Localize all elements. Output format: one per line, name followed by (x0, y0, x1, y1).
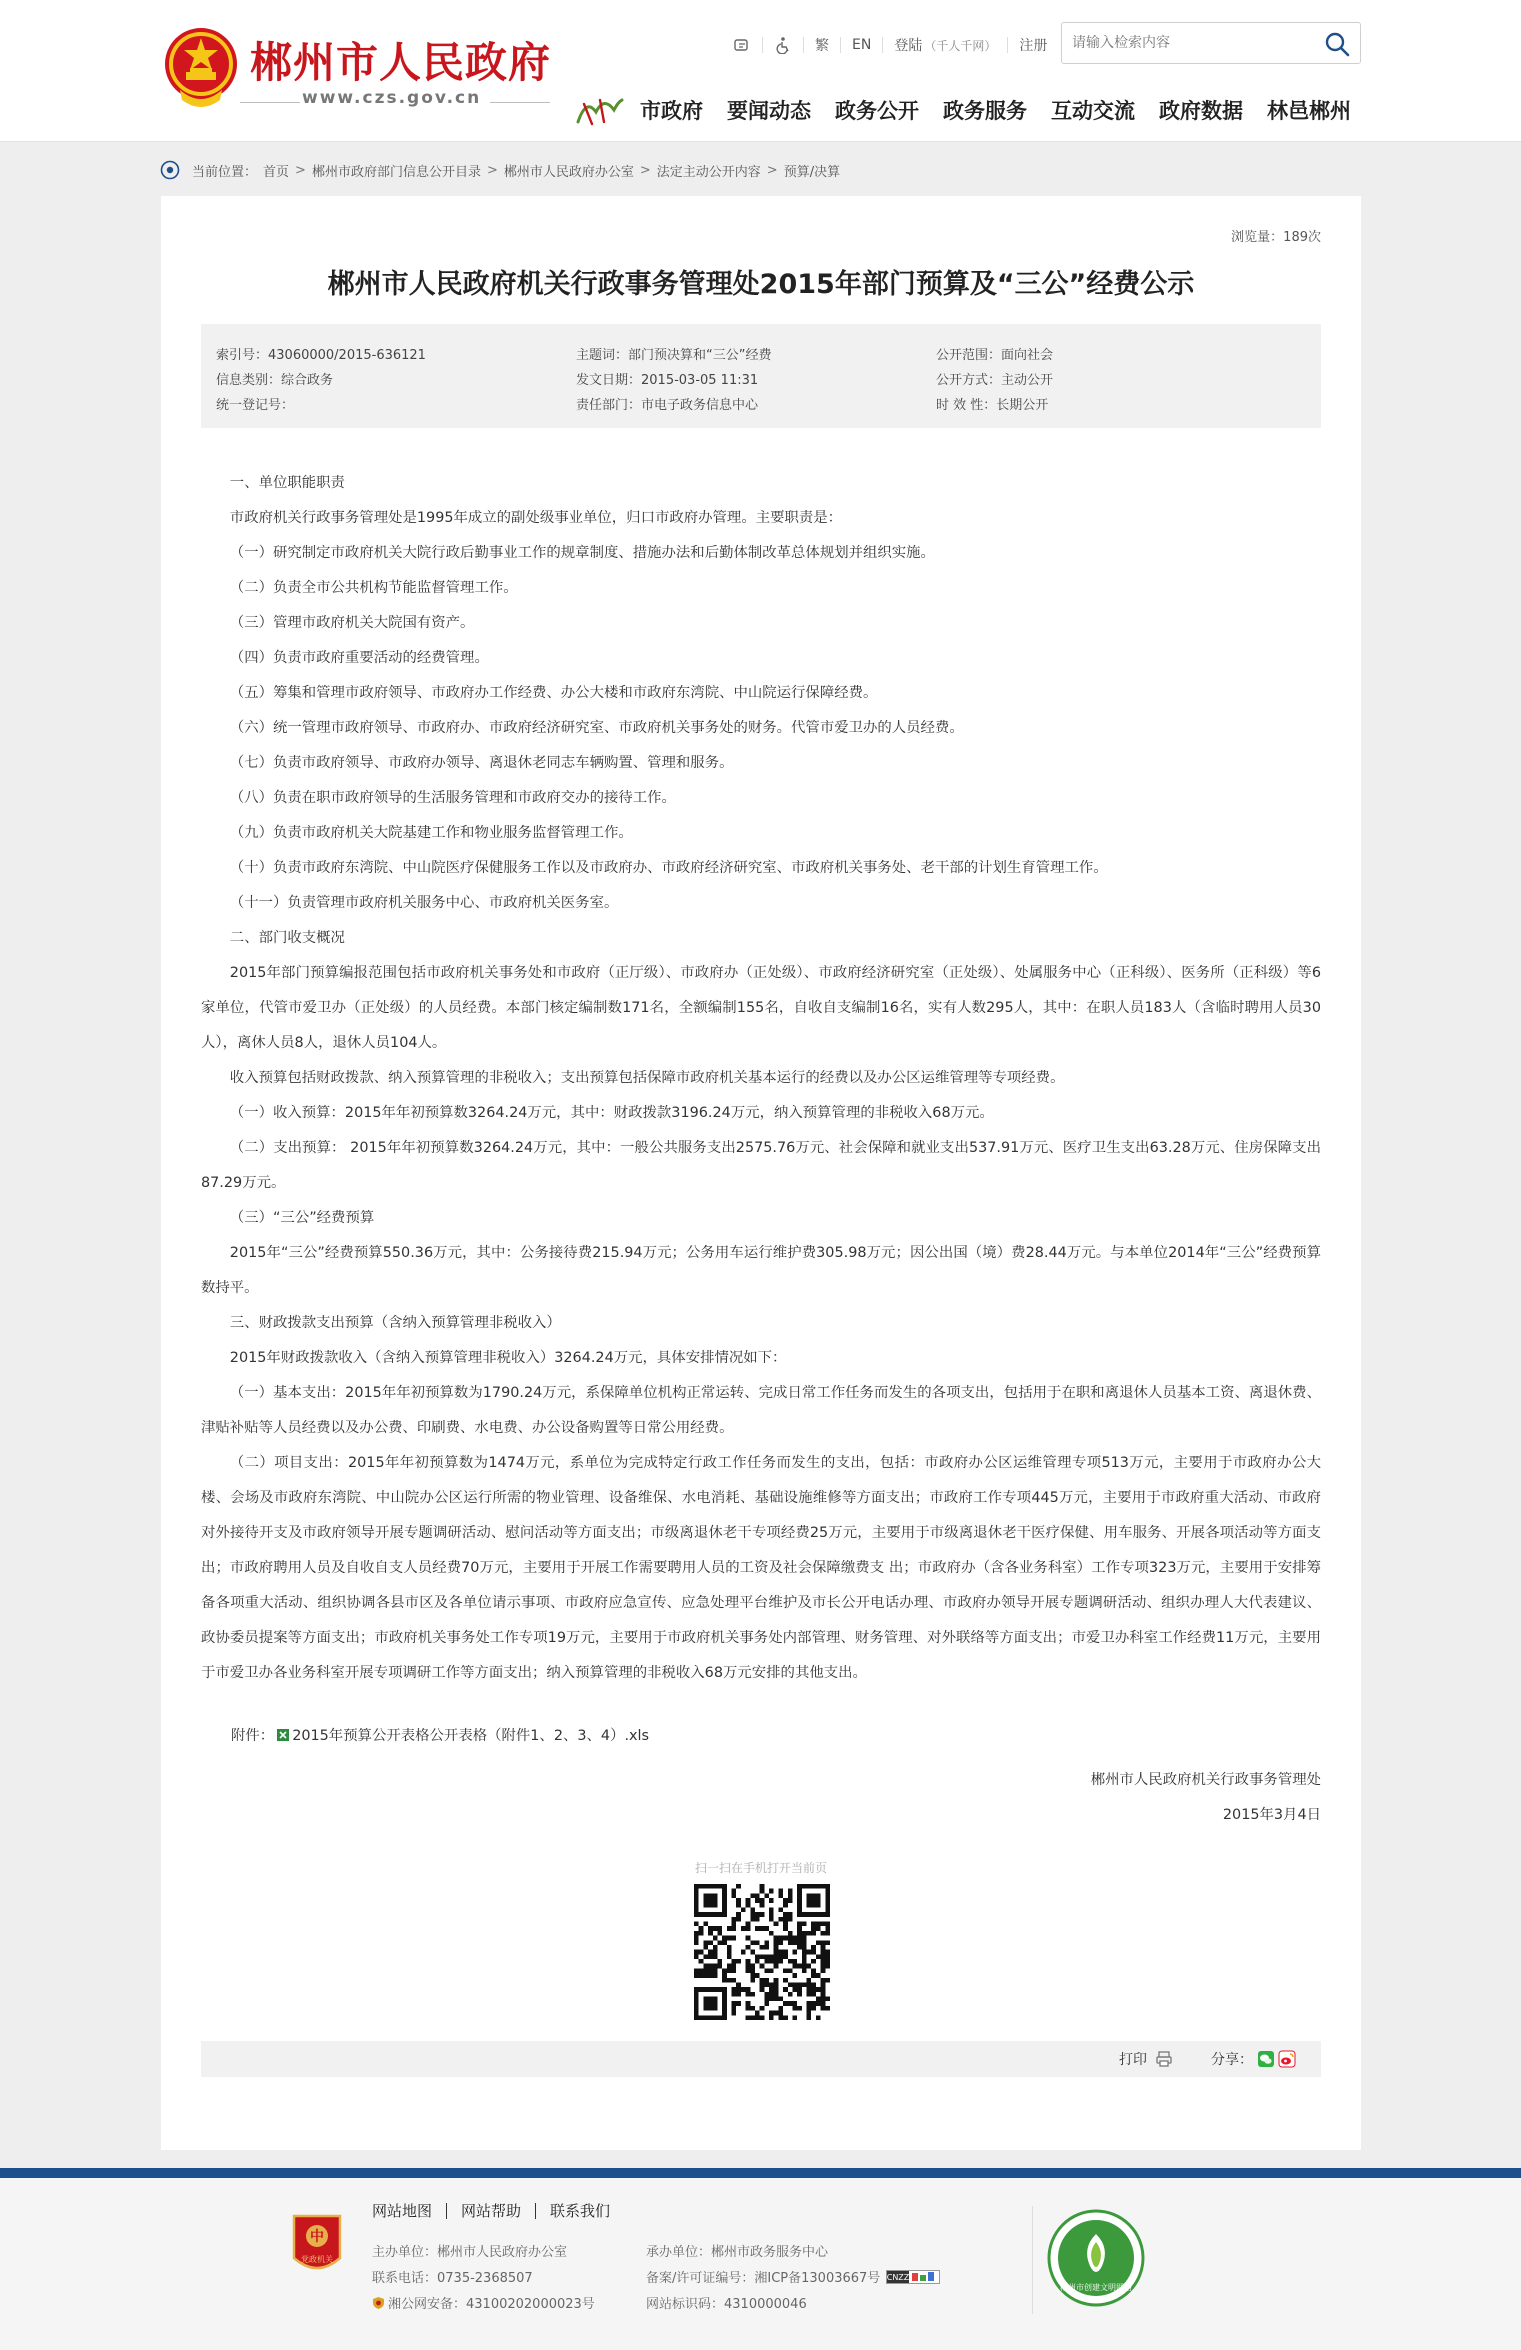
site-url: www.czs.gov.cn (302, 88, 482, 108)
article-actions (201, 2041, 1321, 2077)
footer-phone: 联系电话：0735-2368507 (372, 2271, 533, 2286)
location-pin-icon (160, 160, 180, 180)
breadcrumb-statutory-disclosure[interactable]: 法定主动公开内容 (656, 164, 761, 180)
search-box (1061, 22, 1361, 64)
view-count: 浏览量：189次 (1231, 230, 1321, 245)
article-paragraph: 2015年财政拨款收入（含纳入预算管理非税收入）3264.24万元，具体安排情况如下： (229, 1350, 787, 1366)
svg-text:中: 中 (310, 2229, 324, 2245)
meta-validity: 时 效 性：长期公开 (936, 398, 1049, 413)
attachment (231, 1724, 649, 1745)
nav-item-city-government[interactable]: 市政府 (640, 99, 703, 123)
meta-subject: 主题词：部门预决算和“三公”经费 (576, 348, 772, 363)
attachment-label: 附件： (231, 1728, 275, 1744)
article-paragraph: （八）负责在职市政府领导的生活服务管理和市政府交办的接待工作。 (229, 790, 676, 806)
meta-unified-no: 统一登记号： (216, 398, 295, 413)
footer-icp[interactable] (646, 2267, 940, 2286)
article-paragraph: （一）收入预算：2015年年初预算数3264.24万元，其中：财政拨款3196.24万元，纳入预算管理的非税收入68万元。 (229, 1105, 994, 1121)
footer-divider (1032, 2206, 1033, 2314)
footer-site-id: 网站标识码：4310000046 (646, 2297, 807, 2312)
article-paragraph: 市政府机关行政事务管理处是1995年成立的副处级事业单位，归口市政府办管理。主要职责是： (229, 510, 843, 526)
nav-item-government-affairs-disclosure[interactable]: 政务公开 (835, 99, 919, 123)
print-label: 打印 (1119, 2052, 1147, 2068)
login-button[interactable] (883, 37, 1008, 53)
breadcrumb-budget[interactable]: 预算/决算 (783, 164, 841, 180)
article-paragraph: （九）负责市政府机关大院基建工作和物业服务监督管理工作。 (229, 825, 633, 841)
national-emblem-icon (160, 24, 242, 112)
footer-icp-text: 备案/许可证编号：湘ICP备13003667号 (646, 2271, 881, 2286)
article-paragraph: 收入预算包括财政拨款、纳入预算管理的非税收入；支出预算包括保障市政府机关基本运行的经费以及办公区运维管理等专项经费。 (229, 1070, 1065, 1086)
meta-scope: 公开范围：面向社会 (936, 348, 1054, 363)
share-label: 分享： (1211, 2052, 1253, 2068)
breadcrumb-separator: > (639, 162, 651, 178)
footer-police-record[interactable] (372, 2293, 595, 2312)
article-paragraph: （十一）负责管理市政府机关服务中心、市政府机关医务室。 (229, 895, 619, 911)
accessibility-button[interactable] (763, 37, 804, 53)
url-rule-left (240, 102, 300, 103)
breadcrumb-separator: > (295, 162, 306, 178)
article-paragraph: （二）支出预算： 2015年年初预算数3264.24万元，其中：一般公共服务支出2575.76万元、社会保障和就业支出537.91万元、医疗卫生支出63.28万元、住房保障支出87.29万元。 (201, 1140, 1321, 1191)
breadcrumb (160, 158, 840, 182)
excel-file-icon (276, 1728, 290, 1742)
article-paragraph: （三）“三公”经费预算 (229, 1210, 375, 1226)
printer-icon (1155, 2050, 1173, 2068)
article-paragraph: （五）筹集和管理市政府领导、市政府办工作经费、办公大楼和市政府东湾院、中山院运行保障经费。 (229, 685, 878, 701)
cnzz-stats-icon[interactable] (886, 2270, 940, 2284)
nav-calligraphy-logo (574, 92, 624, 128)
site-header (0, 0, 1521, 142)
footer-link-sitemap[interactable]: 网站地图 (372, 2203, 447, 2219)
article-title: 郴州市人民政府机关行政事务管理处2015年部门预算及“三公”经费公示 (327, 269, 1195, 300)
article-paragraph: 三、财政拨款支出预算（含纳入预算管理非税收入） (229, 1315, 561, 1331)
nav-item-government-data[interactable]: 政府数据 (1159, 99, 1243, 123)
article-meta (201, 324, 1321, 428)
badge-text: 党政机关 (301, 2255, 333, 2264)
article-card (161, 196, 1361, 2150)
share-group (1211, 2041, 1296, 2077)
nav-item-linyi-chenzhou[interactable]: 林邑郴州 (1267, 99, 1351, 123)
article-paragraph: （四）负责市政府重要活动的经费管理。 (229, 650, 489, 666)
weibo-share-icon[interactable] (1278, 2050, 1296, 2068)
meta-responsible: 责任部门：市电子政务信息中心 (576, 398, 759, 413)
top-toolbar (722, 30, 1058, 60)
main-nav (640, 95, 1351, 127)
english-button[interactable]: EN (841, 37, 883, 53)
article-paragraph: 2015年“三公”经费预算550.36万元，其中：公务接待费215.94万元；公务用车运行维护费305.98万元；因公出国（境）费28.44万元。与本单位2014年“三公”经费预算数持平。 (201, 1245, 1321, 1296)
article-paragraph: （一）基本支出：2015年年初预算数为1790.24万元，系保障单位机构正常运转、完成日常工作任务而发生的各项支出，包括用于在职和离退休人员基本工资、离退休费、津贴补贴等人员经费以及办公费、印刷费、水电费、办公设备购置等日常公用经费。 (201, 1385, 1321, 1436)
article-paragraph: 2015年部门预算编报范围包括市政府机关事务处和市政府（正厅级）、市政府办（正处级）、市政府经济研究室（正处级）、处属服务中心（正科级）、医务所（正科级）等6家单位，代管市爱卫办（正处级）的人员经费。本部门核定编制数171名，全额编制155名，自收自支编制16名，实有人数295人，其中：在职人员183人（含临时聘用人员30人），离休人员8人，退休人员104人。 (201, 965, 1321, 1051)
seal-text: 郴州市创建文明网站 (1060, 2283, 1132, 2292)
article-paragraph: （七）负责市政府领导、市政府办领导、离退休老同志车辆购置、管理和服务。 (229, 755, 734, 771)
police-badge-icon (372, 2296, 385, 2310)
breadcrumb-office[interactable]: 郴州市人民政府办公室 (503, 164, 634, 180)
site-name[interactable]: 郴州市人民政府 (250, 38, 552, 87)
attachment-link[interactable]: 2015年预算公开表格公开表格（附件1、2、3、4）.xls (292, 1728, 650, 1744)
meta-method: 公开方式：主动公开 (936, 373, 1054, 388)
voice-read-button[interactable] (722, 37, 763, 53)
breadcrumb-home[interactable]: 首页 (263, 164, 290, 180)
traditional-chinese-button[interactable]: 繁 (804, 37, 841, 53)
search-icon[interactable] (1324, 31, 1350, 57)
footer-link-help[interactable]: 网站帮助 (447, 2203, 536, 2219)
footer-organizer: 承办单位：郴州市政务服务中心 (646, 2245, 829, 2260)
signature-date: 2015年3月4日 (1222, 1807, 1321, 1823)
svg-text:CNZZ: CNZZ (887, 2272, 910, 2282)
article-paragraph: （三）管理市政府机关大院国有资产。 (229, 615, 475, 631)
breadcrumb-catalog[interactable]: 郴州市政府部门信息公开目录 (311, 164, 481, 180)
login-hint: （千人千网） (924, 38, 997, 53)
footer-link-contact[interactable]: 联系我们 (550, 2202, 611, 2220)
footer-host: 主办单位：郴州市人民政府办公室 (372, 2245, 568, 2260)
footer-top-bar (0, 2168, 1521, 2178)
login-label: 登陆 (894, 38, 923, 54)
civilized-website-seal-icon[interactable] (1046, 2208, 1146, 2308)
signature-org: 郴州市人民政府机关行政事务管理处 (1090, 1772, 1321, 1788)
breadcrumb-separator: > (486, 162, 498, 178)
footer-police-text: 湘公网安备：43100202000023号 (388, 2297, 595, 2312)
nav-item-interaction[interactable]: 互动交流 (1051, 99, 1135, 123)
meta-publish-date: 发文日期：2015-03-05 11:31 (576, 373, 759, 388)
speaker-icon (733, 36, 751, 54)
footer-links (372, 2203, 624, 2219)
article-paragraph: 一、单位职能职责 (229, 475, 345, 491)
meta-index-no: 索引号：43060000/2015-636121 (216, 348, 426, 363)
wechat-share-icon[interactable] (1257, 2050, 1275, 2068)
qr-code (694, 1884, 830, 2020)
search-input[interactable] (1072, 31, 1312, 55)
article-paragraph: （十）负责市政府东湾院、中山院医疗保健服务工作以及市政府办、市政府经济研究室、市政府机关事务处、老干部的计划生育管理工作。 (229, 860, 1108, 876)
article-paragraph: （二）项目支出：2015年年初预算数为1474万元，系单位为完成特定行政工作任务而发生的支出，包括：市政府办公区运维管理专项513万元，主要用于市政府办公大楼、会场及市政府东湾院、中山院办公区运行所需的物业管理、设备维保、水电消耗、基础设施维修等方面支出；市政府工作专项445万元，主要用于市政府重大活动、市政府对外接待开支及市政府领导开展专题调研活动、慰问活动等方面支出；市级离退休老干专项经费25万元，主要用于市级离退休老干医疗保健、用车服务、开展各项活动等方面支出；市政府聘用人员及自收自支人员经费70万元，主要用于开展工作需要聘用人员的工资及社会保障缴费支 出；市政府办（含各业务科室）工作专项323万元，主要用于安排筹备各项重大活动、组织协调各县市区及各单位请示事项、市政府应急宣传、应急处理平台维护及市长公开电话办理、市政府办领导开展专题调研活动、组织办理人大代表建议、政协委员提案等方面支出；市政府机关事务处工作专项19万元，主要用于市政府机关事务处内部管理、财务管理、对外联络等方面支出；市爱卫办科室工作经费11万元，主要用于市爱卫办各业务科室开展专项调研工作等方面支出；纳入预算管理的非税收入68万元安排的其他支出。 (201, 1455, 1321, 1681)
nav-item-government-services[interactable]: 政务服务 (943, 99, 1027, 123)
article-paragraph: （六）统一管理市政府领导、市政府办、市政府经济研究室、市政府机关事务处的财务。代管市爱卫办的人员经费。 (229, 720, 964, 736)
article-body (201, 466, 1321, 1691)
party-government-badge-icon[interactable] (290, 2212, 344, 2278)
article-paragraph: 二、部门收支概况 (229, 930, 345, 946)
print-button[interactable] (1119, 2041, 1173, 2077)
qr-caption: 扫一扫在手机打开当前页 (694, 1861, 827, 1875)
url-rule-right (490, 102, 550, 103)
article-paragraph: （一）研究制定市政府机关大院行政后勤事业工作的规章制度、措施办法和后勤体制改革总体规划并组织实施。 (229, 545, 935, 561)
article-paragraph: （二）负责全市公共机构节能监督管理工作。 (229, 580, 518, 596)
register-button[interactable]: 注册 (1019, 38, 1048, 54)
breadcrumb-separator: > (766, 162, 778, 178)
breadcrumb-label: 当前位置： (192, 164, 258, 180)
nav-item-news[interactable]: 要闻动态 (727, 99, 811, 123)
meta-category: 信息类别：综合政务 (216, 373, 334, 388)
accessibility-icon (774, 36, 792, 54)
site-footer (0, 2168, 1521, 2350)
